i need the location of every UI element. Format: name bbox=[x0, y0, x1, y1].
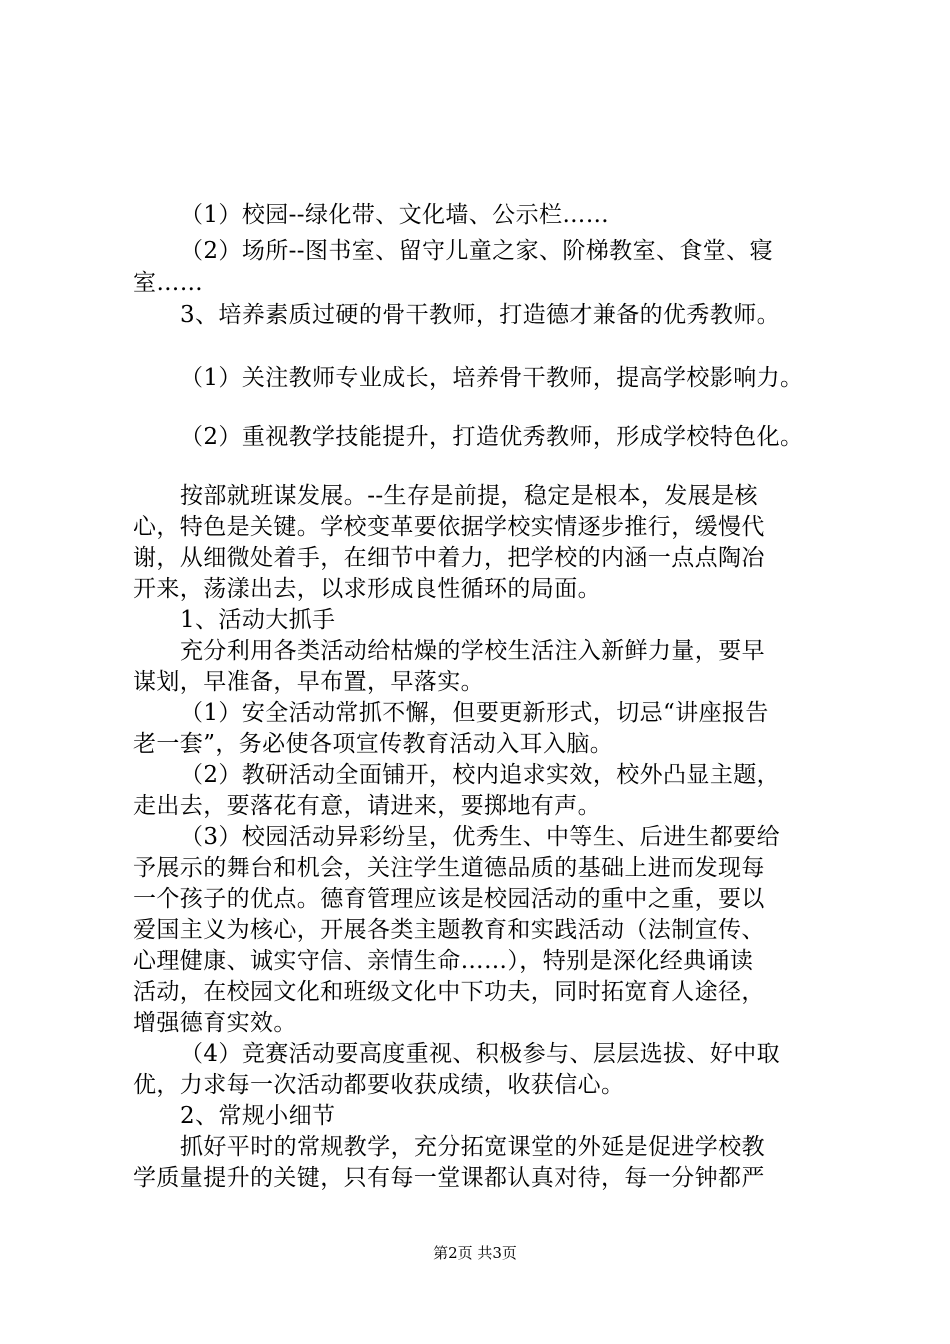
text-line: 学质量提升的关键，只有每一堂课都认真对待，每一分钟都严 bbox=[133, 1165, 765, 1191]
text-line: （4）竞赛活动要高度重视、积极参与、层层选拔、好中取 bbox=[180, 1041, 781, 1067]
text-line: （3）校园活动异彩纷呈，优秀生、中等生、后进生都要给 bbox=[180, 824, 781, 850]
text-line: 谢，从细微处着手，在细节中着力，把学校的内涵一点点陶冶 bbox=[133, 545, 765, 571]
text-line: 室…… bbox=[133, 270, 204, 296]
text-line: （1）关注教师专业成长，培养骨干教师，提高学校影响力。 bbox=[180, 365, 804, 391]
text-line: 按部就班谋发展。--生存是前提，稳定是根本，发展是核 bbox=[180, 483, 758, 509]
page-footer: 第2页 共3页 bbox=[433, 1244, 517, 1262]
text-line: 走出去，要落花有意，请进来，要掷地有声。 bbox=[133, 793, 601, 819]
text-line: 心理健康、诚实守信、亲情生命……），特别是深化经典诵读 bbox=[133, 948, 754, 974]
text-line: 老一套”，务必使各项宣传教育活动入耳入脑。 bbox=[133, 731, 614, 757]
text-line: （2）场所--图书室、留守儿童之家、阶梯教室、食堂、寝 bbox=[180, 238, 773, 264]
text-line: 3、培养素质过硬的骨干教师，打造德才兼备的优秀教师。 bbox=[180, 302, 781, 328]
text-line: 予展示的舞台和机会，关注学生道德品质的基础上进而发现每 bbox=[133, 855, 765, 881]
text-line: 1、活动大抓手 bbox=[180, 607, 336, 633]
text-line: 优，力求每一次活动都要收获成绩，收获信心。 bbox=[133, 1072, 625, 1098]
text-line: 爱国主义为核心，开展各类主题教育和实践活动（法制宣传、 bbox=[133, 917, 765, 943]
text-line: （1）校园--绿化带、文化墙、公示栏…… bbox=[180, 202, 610, 228]
text-line: 充分利用各类活动给枯燥的学校生活注入新鲜力量，要早 bbox=[180, 638, 765, 664]
text-line: （2）教研活动全面铺开，校内追求实效，校外凸显主题， bbox=[180, 762, 781, 788]
text-line: （1）安全活动常抓不懈，但要更新形式，切忌“讲座报告 bbox=[180, 700, 769, 726]
text-line: 增强德育实效。 bbox=[133, 1010, 297, 1036]
text-line: 活动，在校园文化和班级文化中下功夫，同时拓宽育人途径， bbox=[133, 979, 765, 1005]
text-line: 一个孩子的优点。德育管理应该是校园活动的重中之重，要以 bbox=[133, 886, 765, 912]
text-line: 谋划，早准备，早布置，早落实。 bbox=[133, 669, 484, 695]
text-line: 抓好平时的常规教学，充分拓宽课堂的外延是促进学校教 bbox=[180, 1134, 765, 1160]
text-line: 2、常规小细节 bbox=[180, 1103, 336, 1129]
text-line: （2）重视教学技能提升，打造优秀教师，形成学校特色化。 bbox=[180, 424, 804, 450]
text-line: 心，特色是关键。学校变革要依据学校实情逐步推行，缓慢代 bbox=[133, 514, 765, 540]
text-line: 开来，荡漾出去，以求形成良性循环的局面。 bbox=[133, 576, 601, 602]
